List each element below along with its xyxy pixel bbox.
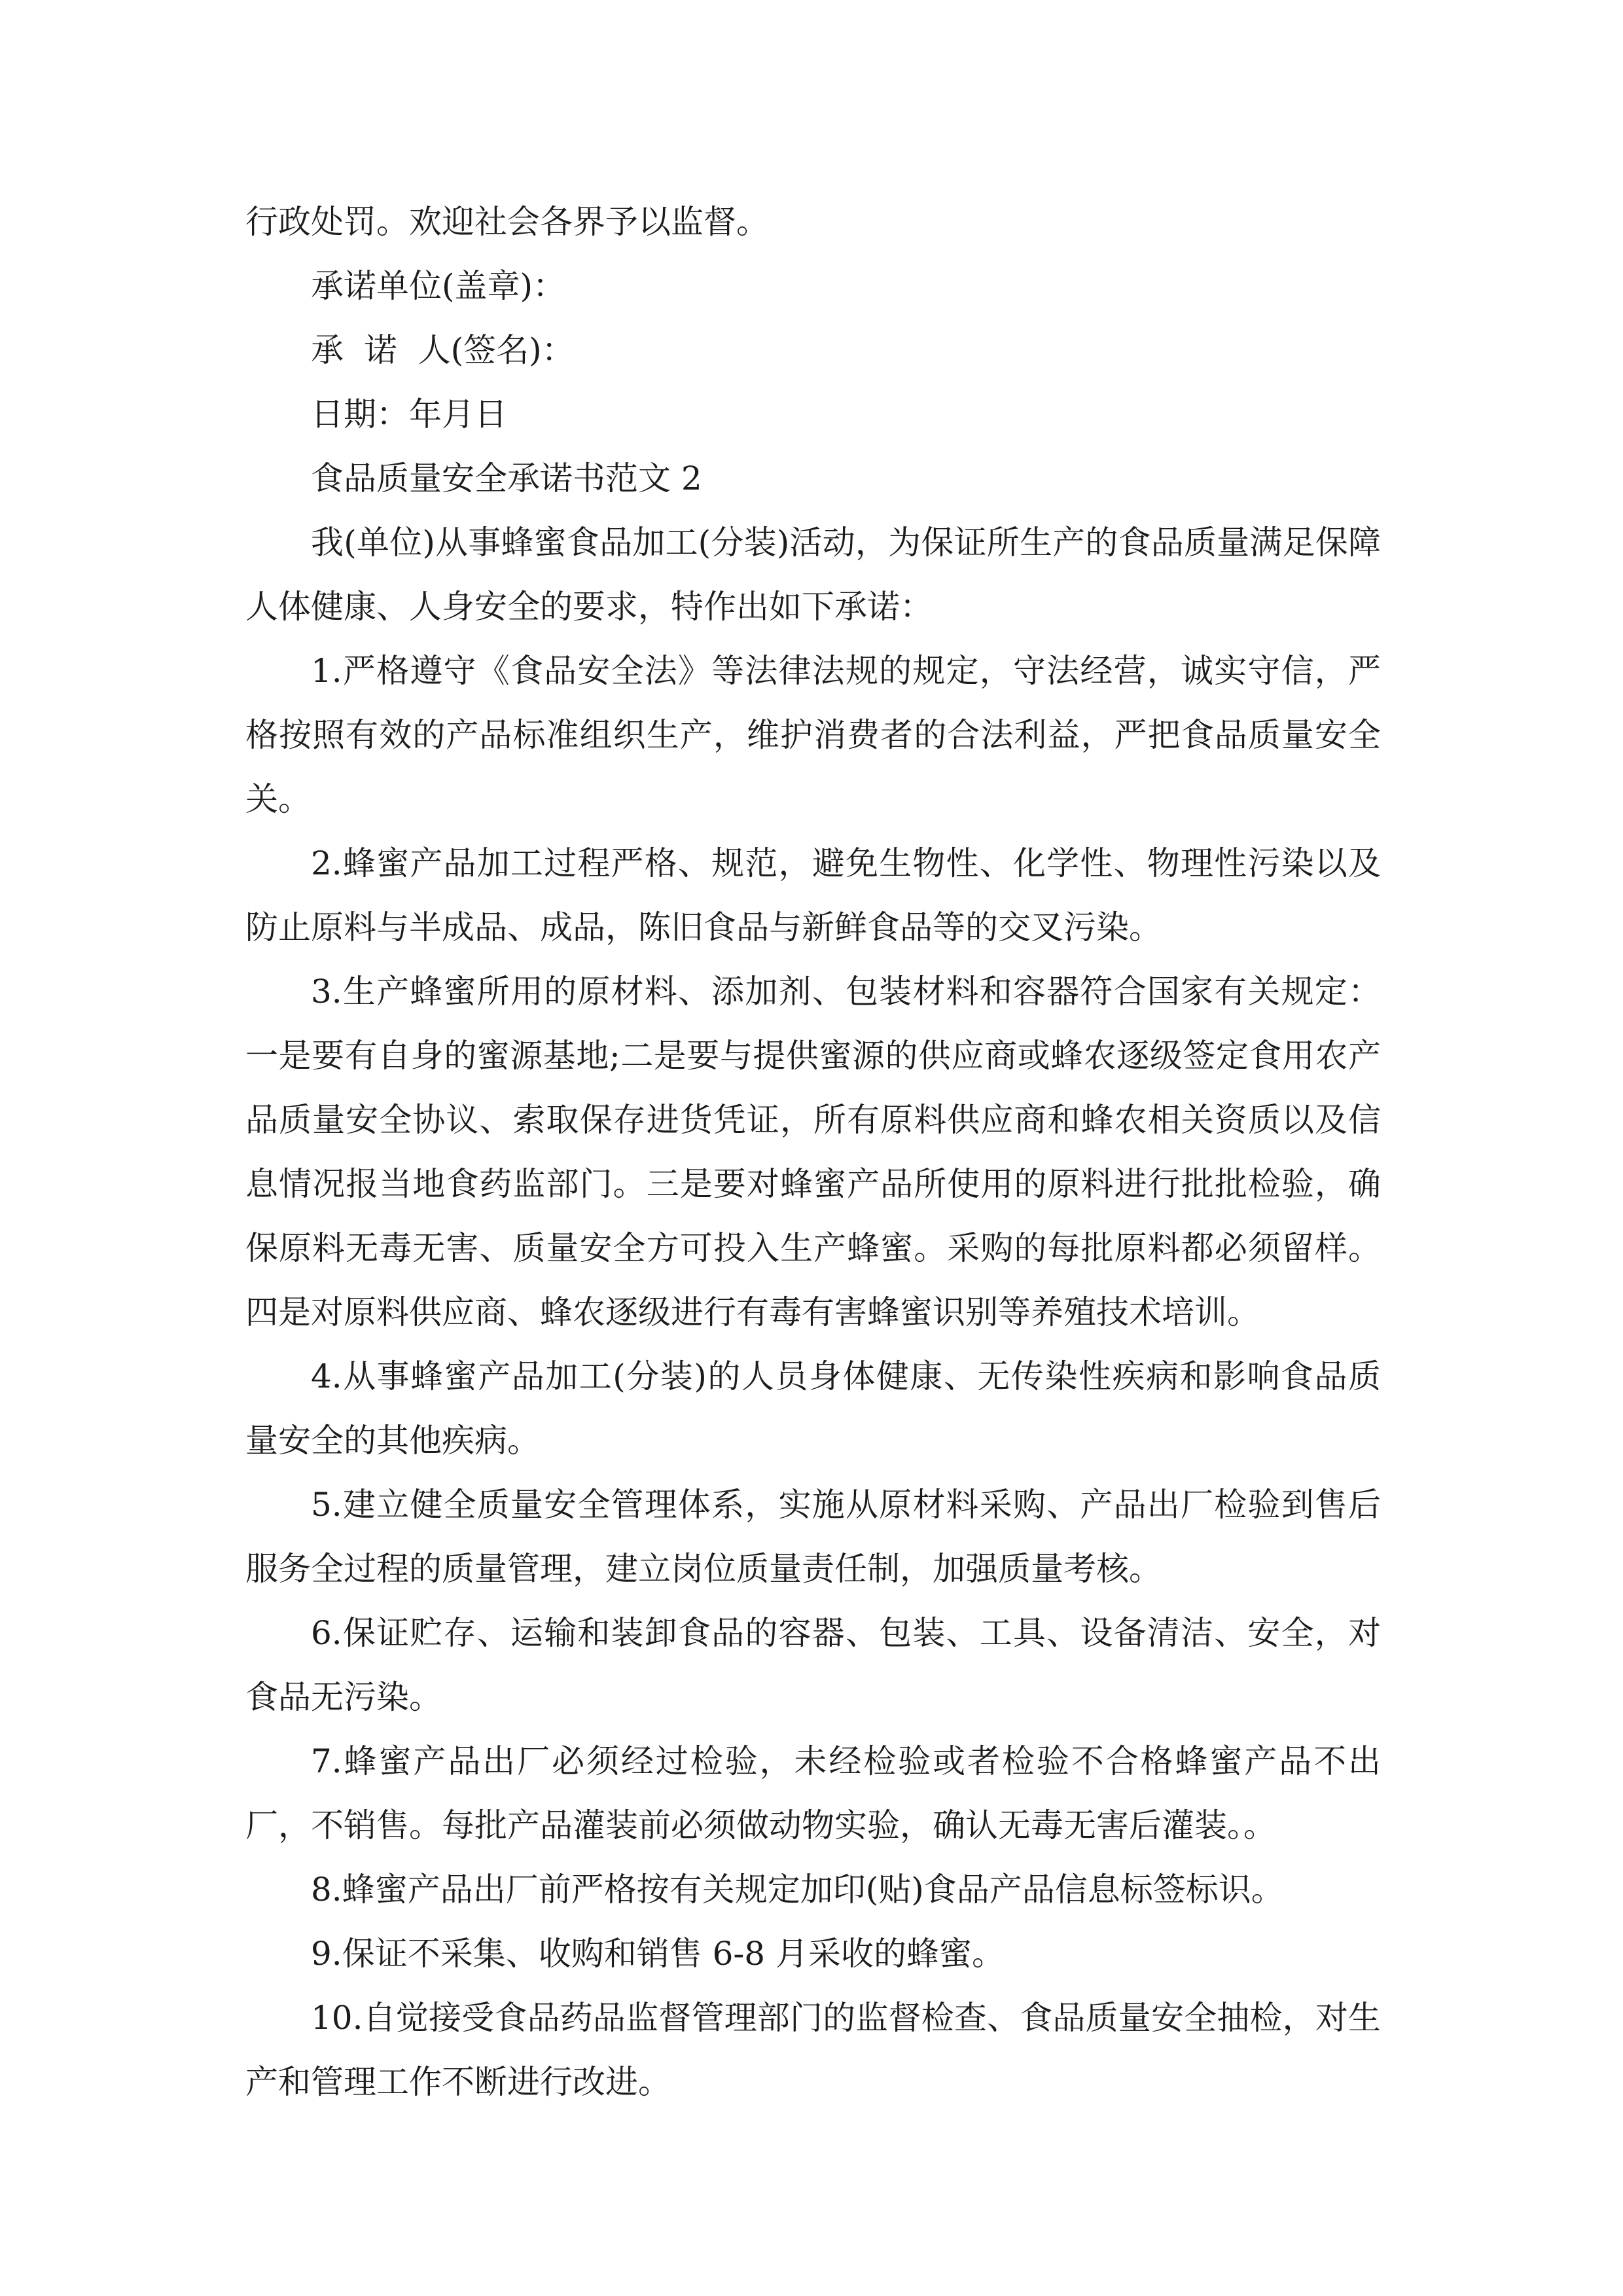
commitment-item-10: 10.自觉接受食品药品监督管理部门的监督检查、食品质量安全抽检，对生产和管理工作不断进行改进。 <box>245 1999 1381 2101</box>
commitment-item-8: 8.蜂蜜产品出厂前严格按有关规定加印(贴)食品产品信息标签标识。 <box>311 1871 1284 1909</box>
paragraph-intro: 我(单位)从事蜂蜜食品加工(分装)活动，为保证所生产的食品质量满足保障人体健康、人身安全的要求，特作出如下承诺： <box>245 524 1381 626</box>
document-body <box>245 190 1381 2114</box>
paragraph-penalty-end: 行政处罚。欢迎社会各界予以监督。 <box>245 203 769 241</box>
commitment-item-5: 5.建立健全质量安全管理体系，实施从原材料采购、产品出厂检验到售后服务全过程的质量管理，建立岗位质量责任制，加强质量考核。 <box>245 1486 1381 1588</box>
paragraph-signer: 承 诺 人(签名)： <box>311 331 575 369</box>
paragraph-date: 日期：年月日 <box>311 395 507 433</box>
commitment-item-4: 4.从事蜂蜜产品加工(分装)的人员身体健康、无传染性疾病和影响食品质量安全的其他疾病。 <box>245 1357 1381 1460</box>
commitment-item-9: 9.保证不采集、收购和销售 6-8 月采收的蜂蜜。 <box>311 1935 1005 1973</box>
commitment-item-3: 3.生产蜂蜜所用的原材料、添加剂、包装材料和容器符合国家有关规定：一是要有自身的蜜源基地;二是要与提供蜜源的供应商或蜂农逐级签定食用农产品质量安全协议、索取保存进货凭证，所有原料供应商和蜂农相关资质以及信息情况报当地食药监部门。三是要对蜂蜜产品所使用的原料进行批批检验，确保原料无毒无害、质量安全方可投入生产蜂蜜。采购的每批原料都必须留样。四是对原料供应商、蜂农逐级进行有毒有害蜂蜜识别等养殖技术培训。 <box>245 973 1381 1331</box>
paragraph-unit-seal: 承诺单位(盖章)： <box>311 267 566 305</box>
commitment-item-7: 7.蜂蜜产品出厂必须经过检验，未经检验或者检验不合格蜂蜜产品不出厂，不销售。每批产品灌装前必须做动物实验，确认无毒无害后灌装。。 <box>245 1742 1381 1844</box>
commitment-item-2: 2.蜂蜜产品加工过程严格、规范，避免生物性、化学性、物理性污染以及防止原料与半成品、成品，陈旧食品与新鲜食品等的交叉污染。 <box>245 844 1381 946</box>
section-title: 食品质量安全承诺书范文 2 <box>311 459 702 497</box>
commitment-item-1: 1.严格遵守《食品安全法》等法律法规的规定，守法经营，诚实守信，严格按照有效的产品标准组织生产，维护消费者的合法利益，严把食品质量安全关。 <box>245 652 1381 818</box>
commitment-item-6: 6.保证贮存、运输和装卸食品的容器、包装、工具、设备清洁、安全，对食品无污染。 <box>245 1614 1381 1716</box>
